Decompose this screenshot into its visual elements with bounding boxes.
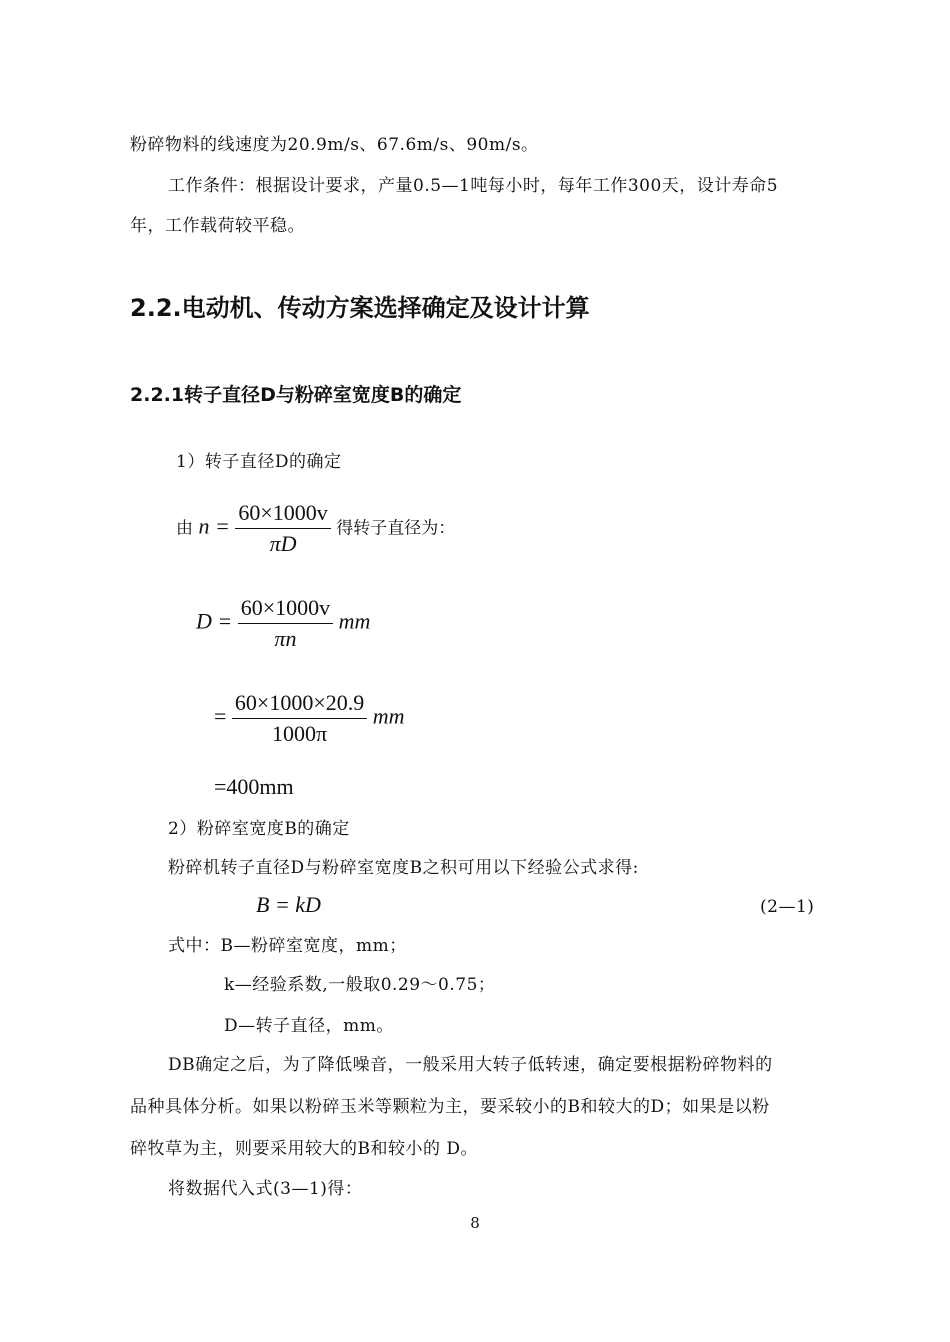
para-line3: 碎牧草为主，则要采用较大的B和较小的 D。 bbox=[130, 1139, 479, 1159]
text-conditions-2: 年，工作载荷较平稳。 bbox=[130, 216, 305, 236]
where-D: D—转子直径，mm。 bbox=[224, 1016, 394, 1036]
formula-D-denominator: πn bbox=[274, 626, 297, 651]
substitute-line: 将数据代入式(3—1)得： bbox=[168, 1179, 363, 1199]
formula-n-suffix: 得转子直径为： bbox=[336, 518, 456, 539]
formula-result: =400mm bbox=[214, 774, 294, 799]
formula-calc-fraction bbox=[232, 690, 367, 747]
section-heading: 2.2.电动机、传动方案选择确定及设计计算 bbox=[130, 294, 590, 322]
formula-D bbox=[196, 595, 370, 652]
step1-title: 1）转子直径D的确定 bbox=[176, 452, 342, 472]
para-line2: 品种具体分析。如果以粉碎玉米等颗粒为主，要采较小的B和较大的D；如果是以粉 bbox=[130, 1097, 770, 1117]
where-B: 式中：B—粉碎室宽度，mm； bbox=[168, 936, 407, 956]
text-line-speed: 粉碎物料的线速度为20.9m/s、67.6m/s、90m/s。 bbox=[130, 135, 539, 155]
formula-n bbox=[176, 500, 455, 557]
formula-B: B = kD bbox=[256, 892, 321, 917]
formula-n-fraction bbox=[235, 500, 330, 557]
para-line1: DB确定之后，为了降低噪音，一般采用大转子低转速，确定要根据粉碎物料的 bbox=[168, 1055, 773, 1075]
formula-D-unit: mm bbox=[338, 608, 371, 634]
formula-n-numerator: 60×1000v bbox=[235, 500, 330, 529]
formula-calc-denominator: 1000π bbox=[272, 721, 328, 746]
formula-D-fraction bbox=[238, 595, 333, 652]
page-number: 8 bbox=[470, 1214, 480, 1232]
where-k: k—经验系数,一般取0.29～0.75； bbox=[224, 975, 496, 995]
step2-intro: 粉碎机转子直径D与粉碎室宽度B之积可用以下经验公式求得: bbox=[168, 858, 639, 878]
formula-B-label: (2—1) bbox=[760, 897, 815, 917]
formula-n-prefix: 由 bbox=[176, 518, 193, 539]
formula-n-lhs: n = bbox=[198, 513, 230, 539]
text-conditions-1: 工作条件：根据设计要求，产量0.5—1吨每小时，每年工作300天，设计寿命5 bbox=[168, 176, 779, 196]
formula-calc-unit: mm bbox=[372, 703, 405, 729]
formula-D-lhs: D = bbox=[196, 608, 233, 634]
subsection-heading: 2.2.1转子直径D与粉碎室宽度B的确定 bbox=[130, 384, 462, 406]
formula-D-numerator: 60×1000v bbox=[238, 595, 333, 624]
formula-calc-numerator: 60×1000×20.9 bbox=[232, 690, 367, 719]
step2-title: 2）粉碎室宽度B的确定 bbox=[168, 819, 350, 839]
formula-n-denominator: πD bbox=[269, 531, 297, 556]
formula-calc bbox=[214, 690, 405, 747]
formula-calc-lhs: = bbox=[214, 703, 227, 729]
